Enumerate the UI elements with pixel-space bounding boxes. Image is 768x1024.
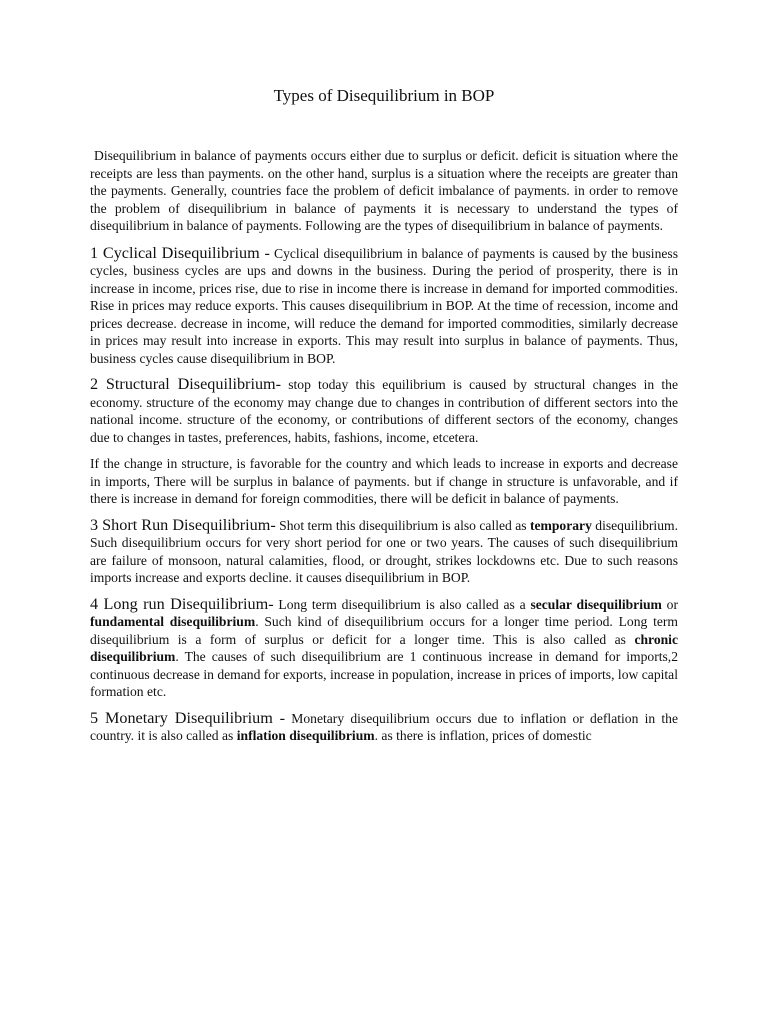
page-title: Types of Disequilibrium in BOP (273, 86, 495, 105)
section-monetary (90, 710, 678, 745)
bold-term: chronic disequilibrium (90, 631, 678, 664)
section-text: Long term disequilibrium is also called as a (273, 596, 531, 612)
section-heading: 2 Structural Disequilibrium- (90, 375, 282, 393)
section-heading: 4 Long run Disequilibrium- (90, 594, 274, 613)
section-cyclical (90, 245, 678, 368)
bold-term: temporary (529, 517, 592, 533)
section-heading: 1 Cyclical Disequilibrium - (90, 243, 270, 262)
section-heading: 5 Monetary Disequilibrium - (90, 708, 286, 727)
section-short-run (90, 517, 678, 587)
bold-term: fundamental disequilibrium (90, 614, 256, 629)
section-text: Cyclical disequilibrium in balance of payments is caused by the business cycles, business cycles are ups and downs in the business. During the period of prosperity, there is in increase in income, prices rise, due to rise in income there is increase in demand for imported commodities. Rise in prices may reduce exports. This causes disequilibrium in BOP. At the time of recession, income and prices decrease. decrease in income, will reduce the demand for imported commodities, similarly decrease in prices may result into increase in exports. This may result into surplus in balance of payments. Thus, business cycles cause disequilibrium in BOP. (90, 245, 678, 366)
section-text: or (661, 596, 679, 612)
section-text: stop today this equilibrium is caused by structural changes in the economy. structure of the economy may change due to changes in contribution of different sectors into the national income. structure of the economy, or contributions of different sectors of the economy, changes due to changes in tastes, preferences, habits, fashions, income, etcetera. (90, 377, 678, 445)
section-structural (90, 376, 678, 446)
intro-paragraph: Disequilibrium in balance of payments occurs either due to surplus or deficit. deficit is situation where the receipts are less than payments. on the other hand, surplus is a situation where the receipts are greater than the payments. Generally, countries face the problem of deficit imbalance of payments. in order to remove the problem of disequilibrium in balance of payments it is necessary to understand the types of disequilibrium in balance of payments. Following are the types of disequilibrium in balance of payments. (90, 148, 678, 233)
section-text: disequilibrium. Such disequilibrium occurs for very short period for one or two years. The causes of such disequilibrium are failure of monsoon, natural calamities, flood, or drought, strikes lockdowns etc. Due to such reasons imports increase and exports decline. it causes disequilibrium in BOP. (90, 517, 678, 585)
section-text: . The causes of such disequilibrium are 1 continuous increase in demand for imports,2 continuous decrease in demand for exports, increase in population, increase in prices of imports, low capital formation etc. (90, 649, 678, 699)
section-text: . Such kind of disequilibrium occurs for a longer time period. Long term disequilibrium is a form of surplus or deficit for a longer time. This is also called as (90, 614, 678, 647)
document-body (90, 147, 678, 754)
section-text: . as there is inflation, prices of domestic (374, 728, 592, 743)
section-text: Monetary disequilibrium occurs due to inflation or deflation in the country. it is also called as (90, 710, 679, 743)
section-heading: 3 Short Run Disequilibrium- (90, 515, 276, 534)
section-structural-extra: If the change in structure, is favorable for the country and which leads to increase in exports and decrease in imports, There will be surplus in balance of payments. but if change in structure is unfavorable, and if there is increase in demand for foreign commodities, there will be deficit in balance of payments. (90, 456, 678, 506)
bold-term: inflation disequilibrium (236, 728, 375, 743)
section-text: Shot term this disequilibrium is also called as (275, 517, 530, 533)
bold-term: secular disequilibrium (530, 596, 662, 612)
section-long-run (90, 596, 678, 701)
